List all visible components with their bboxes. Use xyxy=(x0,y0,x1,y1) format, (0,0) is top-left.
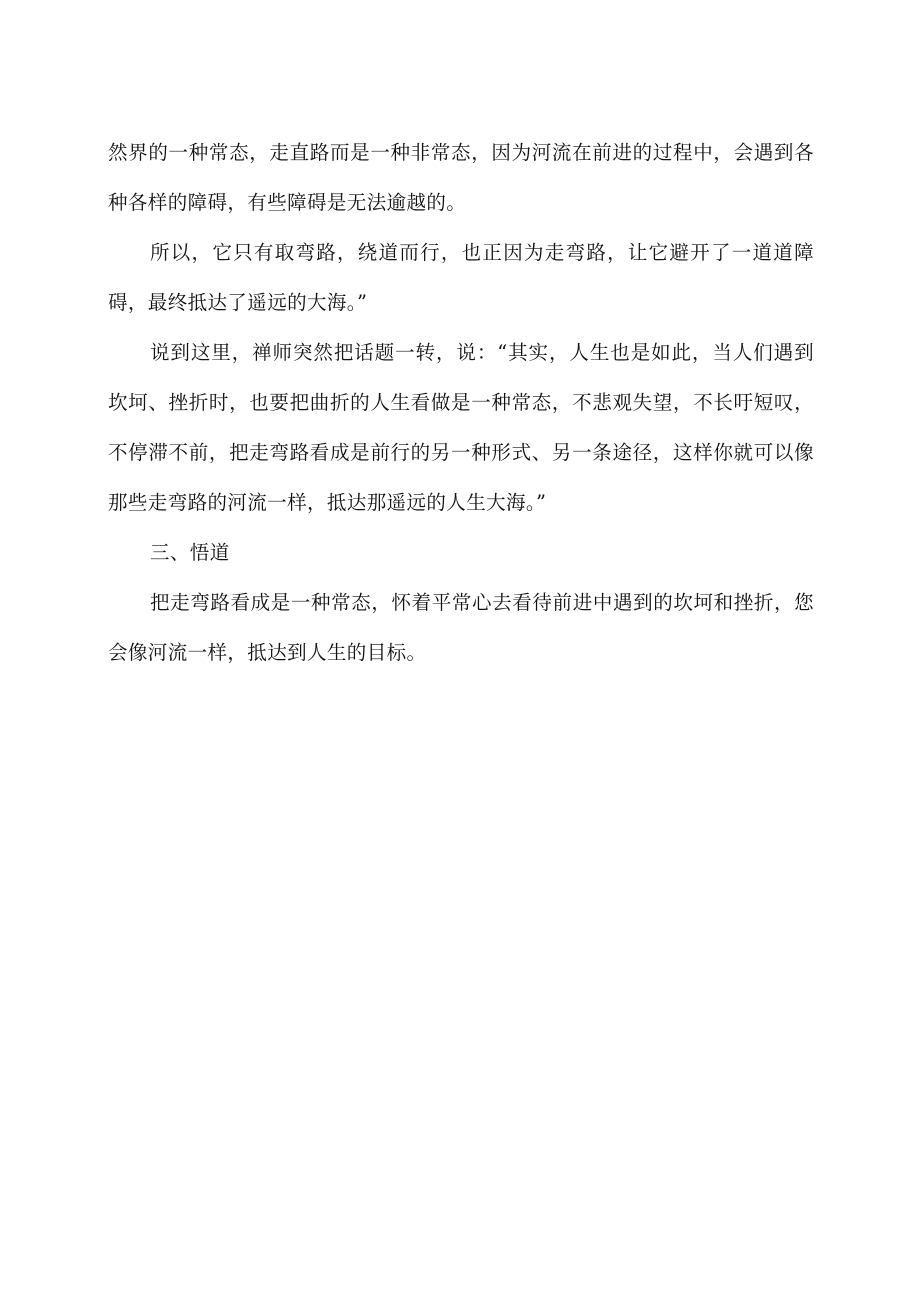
paragraph-detour: 所以，它只有取弯路，绕道而行，也正因为走弯路，让它避开了一道道障碍，最终抵达了遥远的大海。” xyxy=(108,241,814,314)
paragraph-conclusion: 把走弯路看成是一种常态，怀着平常心去看待前进中遇到的坎坷和挫折，您会像河流一样，抵达到人生的目标。 xyxy=(108,591,814,664)
paragraph-continuation: 然界的一种常态，走直路而是一种非常态，因为河流在前进的过程中，会遇到各种各样的障碍，有些障碍是无法逾越的。 xyxy=(108,141,814,214)
paragraph-zen-master-quote: 说到这里，禅师突然把话题一转，说：“其实，人生也是如此，当人们遇到坎坷、挫折时，也要把曲折的人生看做是一种常态，不悲观失望，不长吁短叹，不停滞不前，把走弯路看成是前行的另一种形式、另一条途径，这样你就可以像那些走弯路的河流一样，抵达那遥远的人生大海。” xyxy=(108,341,814,514)
section-heading-enlightenment: 三、悟道 xyxy=(150,541,230,564)
document-page xyxy=(108,128,814,678)
